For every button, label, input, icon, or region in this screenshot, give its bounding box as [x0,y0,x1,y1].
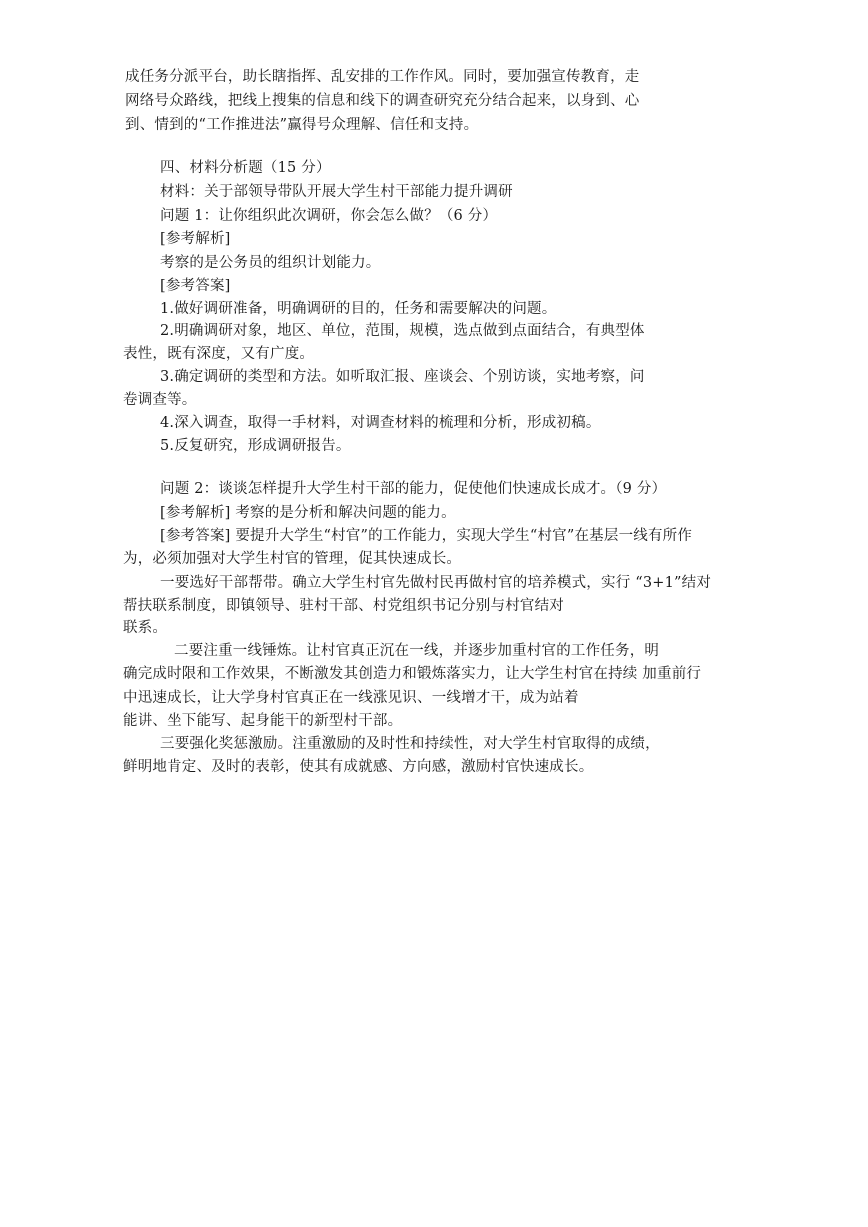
question-1: 问题 1：让你组织此次调研，你会怎么做？（6 分） [160,208,498,224]
answer-item: 5.反复研究，形成调研报告。 [160,438,351,454]
analysis-text: [参考解析] 考察的是分析和解决问题的能力。 [160,505,456,521]
answer-text-continuation: 为，必须加强对大学生村官的管理，促其快速成长。 [123,551,462,567]
section-heading: 四、材料分析题（15 分） [160,160,331,176]
text-line: 网络号众路线，把线上搜集的信息和线下的调查研究充分结合起来，以身到、心 [125,93,640,109]
text-line: 成任务分派平台，助长瞎指挥、乱安排的工作作风。同时，要加强宣传教育，走 [125,69,640,85]
answer-point: 三要强化奖惩激励。注重激励的及时性和持续性，对大学生村官取得的成绩， [160,736,660,752]
answer-point-continuation: 中迅速成长，让大学身村官真正在一线涨见识、一线增才干，成为站着 [123,690,579,706]
answer-point-continuation: 确完成时限和工作效果，不断激发其创造力和锻炼落实力，让大学生村官在持续 加重前行 [123,666,702,682]
analysis-label: [参考解析] [160,231,231,247]
answer-point: 一要选好干部帮带。确立大学生村官先做村民再做村官的培养模式，实行 “3+1”结对 [160,575,712,591]
answer-point-continuation: 联系。 [123,620,168,636]
answer-text: [参考答案] 要提升大学生“村官”的工作能力，实现大学生“村官”在基层一线有所作 [160,528,693,544]
answer-point-continuation: 能讲、坐下能写、起身能干的新型村干部。 [123,713,403,729]
text-line: 到、情到的“工作推进法”赢得号众理解、信任和支持。 [125,117,479,133]
question-2: 问题 2：谈谈怎样提升大学生村干部的能力，促使他们快速成长成才。（9 分） [160,481,667,497]
answer-item: 3.确定调研的类型和方法。如听取汇报、座谈会、个别访谈，实地考察，问 [160,369,645,385]
answer-point-continuation: 鲜明地肯定、及时的表彰，使其有成就感、方向感，激励村官快速成长。 [123,759,594,775]
answer-item: 2.明确调研对象，地区、单位，范围，规模，选点做到点面结合，有典型体 [160,323,645,339]
analysis-text: 考察的是公务员的组织计划能力。 [160,255,381,271]
answer-item: 4.深入调查，取得一手材料，对调查材料的梳理和分析，形成初稿。 [160,415,601,431]
answer-point-continuation: 帮扶联系制度，即镇领导、驻村干部、村党组织书记分别与村官结对 [123,598,564,614]
material-title: 材料：关于部领导带队开展大学生村干部能力提升调研 [160,184,513,200]
answer-item-continuation: 卷调查等。 [123,392,197,408]
answer-item-continuation: 表性，既有深度，又有广度。 [123,346,315,362]
answer-point: 二要注重一线锤炼。让村官真正沉在一线，并逐步加重村官的工作任务，明 [174,643,660,659]
answer-label: [参考答案] [160,278,231,294]
answer-item: 1.做好调研准备，明确调研的目的，任务和需要解决的问题。 [160,301,557,317]
